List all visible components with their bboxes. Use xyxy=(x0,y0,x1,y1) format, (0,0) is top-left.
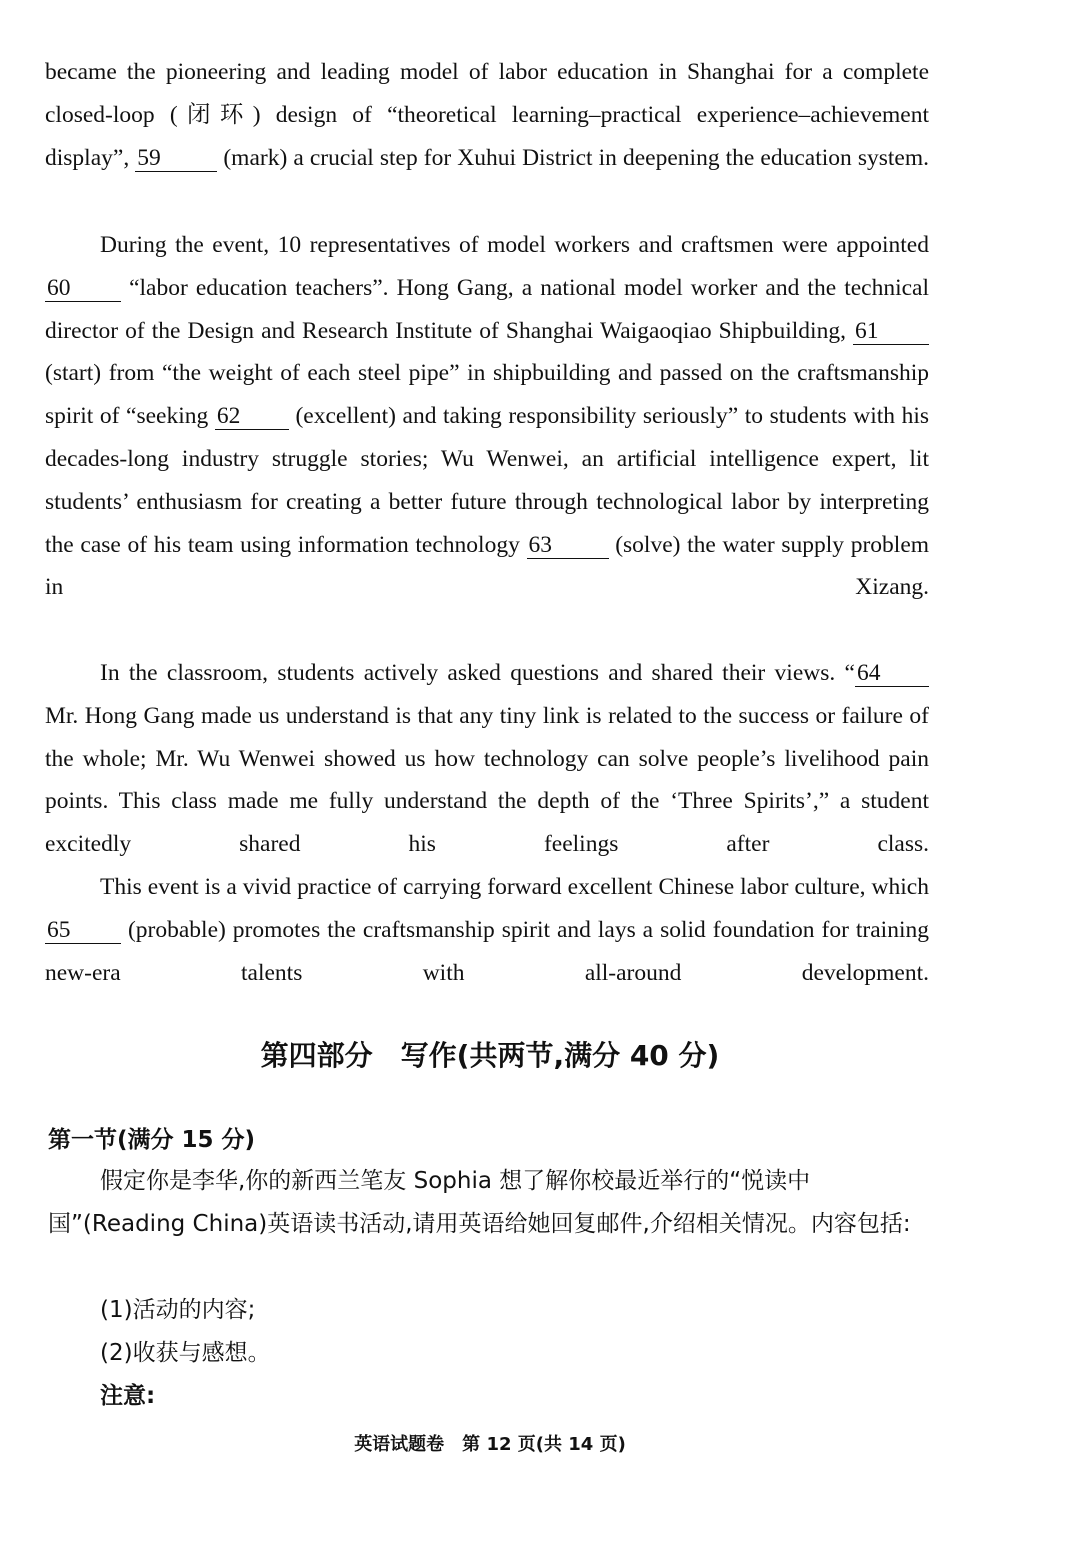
blank-63: 63 xyxy=(527,532,609,559)
paragraph-3: In the classroom, students actively asked questions and shared their views. “64 Mr. Hong Gang made us understand is that any tiny link is related to the success or failure of the whole; Mr. Wu Wenwei showed us how technology can solve people’s livelihood pain points. This class made me fully understand the depth of the ‘Three Spirits’,” a student excitedly shared his feelings after class. xyxy=(45,660,929,858)
part4-title: 第四部分 写作(共两节,满分 40 分) xyxy=(260,1039,720,1072)
requirement-1: (1)活动的内容; xyxy=(100,1297,256,1323)
paragraph-4: This event is a vivid practice of carrying forward excellent Chinese labor culture, which 65 (probable) promotes the craftsmanship spirit and lays a solid foundation for training new-era talents with all-around development. xyxy=(45,874,929,986)
blank-60: 60 xyxy=(45,275,121,302)
section1-title: 第一节(满分 15 分) xyxy=(48,1127,256,1153)
blank-65: 65 xyxy=(45,917,121,944)
blank-62: 62 xyxy=(215,403,289,430)
blank-64: 64 xyxy=(855,660,929,687)
paragraph-1: became the pioneering and leading model of labor education in Shanghai for a complete closed-loop (闭环) design of “theoretical learning–practical experience–achievement display”, 59 (mark) a crucial step for Xuhui District in deepening the education system. xyxy=(45,59,930,171)
note-label: 注意: xyxy=(100,1383,156,1409)
requirement-2: (2)收获与感想。 xyxy=(100,1340,271,1366)
page-footer: 英语试题卷 第 12 页(共 14 页) xyxy=(354,1434,626,1455)
blank-59: 59 xyxy=(135,145,217,172)
paragraph-2: During the event, 10 representatives of model workers and craftsmen were appointed 60 “labor education teachers”. Hong Gang, a national model worker and the technical director of the Design and Research Institute of Shanghai Waigaoqiao Shipbuilding, 61 (start) from “the weight of each steel pipe” in shipbuilding and passed on the craftsmanship spirit of “seeking 62 (excellent) and taking responsibility seriously” to students with his decades-long industry struggle stories; Wu Wenwei, an artificial intelligence expert, lit students’ enthusiasm for creating a better future through technological labor by interpreting the case of his team using information technology 63 (solve) the water supply problem in Xizang. xyxy=(45,232,930,601)
writing-prompt: 假定你是李华,你的新西兰笔友 Sophia 想了解你校最近举行的“悦读中国”(Reading China)英语读书活动,请用英语给她回复邮件,介绍相关情况。内容包括: xyxy=(48,1168,911,1237)
blank-61: 61 xyxy=(853,318,929,345)
